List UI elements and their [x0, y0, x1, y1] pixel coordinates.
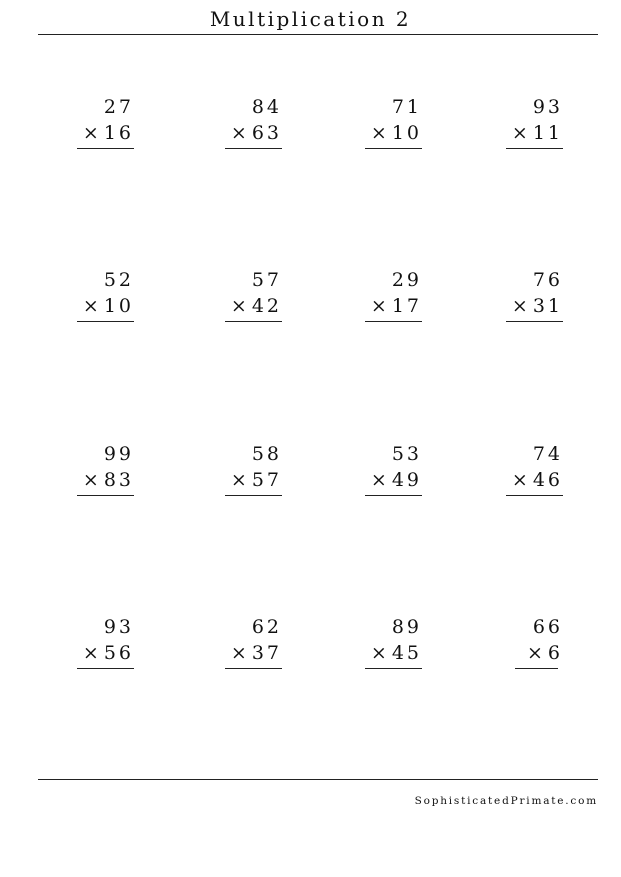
- times-sign: ×: [230, 295, 250, 317]
- footer-divider: [38, 779, 598, 780]
- multiplication-problem: [342, 267, 422, 319]
- multiplier-line: [483, 467, 563, 493]
- multiplication-problem: [54, 267, 134, 319]
- multiplicand: 71: [391, 96, 422, 118]
- multiplication-problem: [54, 94, 134, 146]
- multiplication-problem: [54, 441, 134, 493]
- answer-line: [77, 148, 134, 149]
- multiplier-line: [342, 467, 422, 493]
- header-divider: [38, 34, 598, 35]
- multiplication-problem: [54, 614, 134, 666]
- multiplication-problem: [483, 94, 563, 146]
- answer-line: [365, 495, 422, 496]
- multiplier: 57: [251, 469, 282, 491]
- multiplicand: 74: [532, 443, 563, 465]
- multiplication-problem: [202, 441, 282, 493]
- multiplier: 45: [391, 642, 422, 664]
- multiplier-line: [54, 120, 134, 146]
- times-sign: ×: [370, 642, 390, 664]
- multiplier-line: [54, 467, 134, 493]
- footer-site-credit: SophisticatedPrimate.com: [414, 795, 598, 807]
- answer-line: [506, 148, 563, 149]
- multiplier-line: [202, 467, 282, 493]
- answer-line: [515, 668, 558, 669]
- multiplier: 42: [251, 295, 282, 317]
- times-sign: ×: [370, 469, 390, 491]
- multiplier-line: [342, 640, 422, 666]
- multiplier: 10: [103, 295, 134, 317]
- multiplication-problem: [342, 614, 422, 666]
- multiplication-problem: [342, 441, 422, 493]
- multiplier-line: [483, 293, 563, 319]
- multiplicand: 27: [103, 96, 134, 118]
- multiplicand: 66: [532, 616, 563, 638]
- worksheet-title: Multiplication 2: [209, 7, 412, 31]
- times-sign: ×: [511, 122, 531, 144]
- times-sign: ×: [511, 295, 531, 317]
- multiplier-line: [202, 120, 282, 146]
- multiplier: 63: [251, 122, 282, 144]
- multiplier-line: [202, 293, 282, 319]
- multiplier: 6: [547, 642, 563, 664]
- multiplier: 83: [103, 469, 134, 491]
- answer-line: [77, 668, 134, 669]
- times-sign: ×: [370, 122, 390, 144]
- multiplier: 46: [532, 469, 563, 491]
- answer-line: [225, 321, 282, 322]
- multiplier-line: [342, 293, 422, 319]
- times-sign: ×: [511, 469, 531, 491]
- answer-line: [365, 321, 422, 322]
- answer-line: [506, 495, 563, 496]
- answer-line: [365, 668, 422, 669]
- answer-line: [225, 668, 282, 669]
- answer-line: [365, 148, 422, 149]
- times-sign: ×: [82, 295, 102, 317]
- multiplicand: 58: [251, 443, 282, 465]
- multiplier-line: [202, 640, 282, 666]
- multiplication-problem: [483, 614, 563, 666]
- multiplicand: 62: [251, 616, 282, 638]
- multiplication-problem: [483, 441, 563, 493]
- multiplier-line: [54, 293, 134, 319]
- multiplicand: 53: [391, 443, 422, 465]
- multiplicand: 29: [391, 269, 422, 291]
- answer-line: [506, 321, 563, 322]
- multiplier: 49: [391, 469, 422, 491]
- multiplicand: 76: [532, 269, 563, 291]
- multiplication-problem: [202, 614, 282, 666]
- multiplier-line: [342, 120, 422, 146]
- multiplier: 16: [103, 122, 134, 144]
- multiplier: 56: [103, 642, 134, 664]
- multiplier: 31: [532, 295, 563, 317]
- times-sign: ×: [526, 642, 546, 664]
- multiplicand: 93: [532, 96, 563, 118]
- times-sign: ×: [82, 642, 102, 664]
- times-sign: ×: [82, 469, 102, 491]
- multiplicand: 52: [103, 269, 134, 291]
- multiplication-problem: [202, 94, 282, 146]
- multiplier-line: [54, 640, 134, 666]
- multiplication-problem: [342, 94, 422, 146]
- times-sign: ×: [82, 122, 102, 144]
- answer-line: [225, 148, 282, 149]
- answer-line: [77, 495, 134, 496]
- times-sign: ×: [230, 642, 250, 664]
- multiplier: 37: [251, 642, 282, 664]
- multiplier: 10: [391, 122, 422, 144]
- multiplicand: 89: [391, 616, 422, 638]
- answer-line: [77, 321, 134, 322]
- times-sign: ×: [230, 122, 250, 144]
- multiplier-line: [483, 640, 563, 666]
- answer-line: [225, 495, 282, 496]
- multiplication-problem: [483, 267, 563, 319]
- multiplicand: 99: [103, 443, 134, 465]
- multiplication-problem: [202, 267, 282, 319]
- multiplier: 11: [532, 122, 563, 144]
- multiplicand: 57: [251, 269, 282, 291]
- multiplier-line: [483, 120, 563, 146]
- multiplicand: 84: [251, 96, 282, 118]
- multiplicand: 93: [103, 616, 134, 638]
- times-sign: ×: [230, 469, 250, 491]
- multiplier: 17: [391, 295, 422, 317]
- times-sign: ×: [370, 295, 390, 317]
